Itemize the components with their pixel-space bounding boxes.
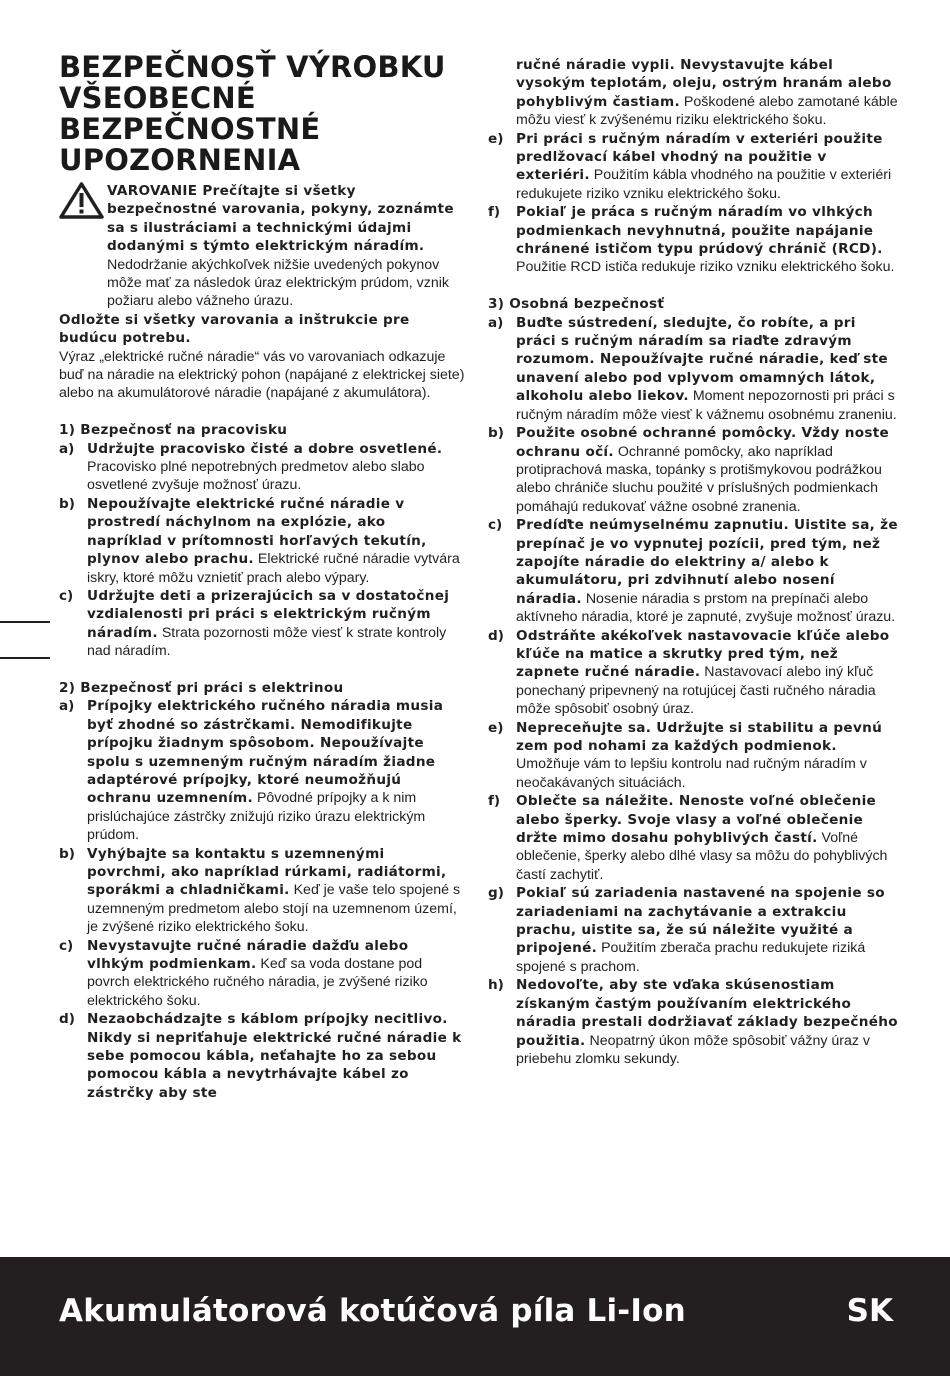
keep-instructions (59, 311, 465, 348)
warning-text: Nedodržanie akýchkoľvek nižšie uvedených pokynov môže mať za následok úraz elektrickým prúdom, vznik požiaru alebo vážneho úrazu. (107, 256, 450, 310)
list-item (488, 424, 898, 516)
item-label: d) (59, 1011, 75, 1028)
section-items (59, 440, 465, 661)
item-label: a) (488, 314, 504, 331)
item-bold: ručné náradie vypli. Nevystavujte kábel vysokým teplotám, oleju, ostrým hranám alebo pohyblivým častiam. (516, 57, 892, 110)
item-bold: Pokiaľ sú zariadenia nastavené na spojenie so zariadeniami na zachytávanie a extrakciu prachu, uistite sa, že sú náležite využité a pripojené. (516, 885, 885, 957)
item-text: Použitím zberača prachu redukujete riziká spojené s prachom. (516, 940, 866, 975)
list-item (488, 203, 898, 277)
page-heading (59, 52, 465, 176)
list-item (488, 627, 898, 719)
left-column (59, 52, 465, 1102)
list-item (488, 884, 898, 976)
item-label: b) (59, 845, 75, 862)
item-text: Použitím kábla vhodného na použitie v exteriéri redukujete riziko vzniku elektrického šoku. (516, 167, 892, 202)
item-label: f) (488, 793, 501, 810)
item-text: Neopatrný úkon môže spôsobiť vážny úraz v priebehu zlomku sekundy. (516, 1032, 871, 1067)
list-item (59, 845, 465, 937)
list-item (488, 314, 898, 424)
definition-paragraph: Výraz „elektrické ručné náradie“ vás vo varovaniach odkazuje buď na náradie na elektrický pohon (napájané z elektrickej siete) alebo na akumulátorové náradie (napájané z akumulátora). (59, 348, 465, 402)
heading-line: UPOZORNENIA (59, 143, 301, 177)
right-column (488, 56, 898, 1068)
language-code: SK (846, 1293, 893, 1329)
item-label: e) (488, 130, 504, 147)
warning-block (59, 182, 465, 311)
item-label: d) (488, 627, 504, 644)
item-label: a) (59, 440, 75, 457)
list-item (59, 495, 465, 587)
item-bold: Použite osobné ochranné pomôcky. Vždy noste ochranu očí. (516, 425, 890, 460)
list-item (488, 792, 898, 884)
item-label: e) (488, 719, 504, 736)
item-text: Pracovisko plné nepotrebných predmetov alebo slabo osvetlené zvyšuje možnosť úrazu. (87, 459, 425, 494)
item-bold: Nevystavujte ručné náradie dažďu alebo vlhkým podmienkam. (87, 937, 409, 973)
warning-bold: VAROVANIE Prečítajte si všetky bezpečnostné varovania, pokyny, zoznámte sa s ilustráciami a technickými údajmi dodanými s týmto elektrickým náradím. (107, 183, 454, 255)
section-title: 2) Bezpečnosť pri práci s elektrinou (59, 679, 344, 696)
section-title: 3) Osobná bezpečnosť (488, 296, 665, 313)
item-label: a) (59, 698, 75, 715)
product-title: Akumulátorová kotúčová píla Li-Ion (59, 1293, 686, 1329)
list-item (59, 1010, 465, 1102)
item-label: b) (488, 425, 504, 442)
item-text: Poškodené alebo zamotané káble môžu viesť k zvýšenému riziku elektrického šoku. (516, 93, 898, 129)
item-bold: Buďte sústredení, sledujte, čo robíte, a pri práci s ručným náradím sa riaďte zdravým rozumom. Nepoužívajte ručné náradie, keď ste unavení alebo pod vplyvom omamných látok, alkoholu alebo liekov. (516, 314, 888, 405)
item-text: Nastavovací alebo iný kľuč ponechaný pripevnený na rotujúcej časti ručného náradia môže spôsobiť osobný úraz. (516, 664, 876, 718)
list-item-continuation (488, 56, 898, 130)
heading-line: BEZPEČNOSTNÉ (59, 112, 321, 146)
item-text: Ochranné pomôcky, ako napríklad protiprachová maska, topánky s protišmykovou podrážkou alebo chrániče sluchu použité v príslušných podmienkach pomáhajú redukovať vážne osobné zranenia. (516, 443, 882, 515)
item-text: Nosenie náradia s prstom na prepínači alebo aktívneho náradia, ktoré je zapnuté, zvyšuje možnosť úrazu. (516, 590, 896, 626)
item-bold: Udržujte pracovisko čisté a dobre osvetlené. (87, 440, 443, 457)
item-bold: Nezaobchádzajte s káblom prípojky necitlivo. Nikdy si nepriťahuje elektrické ručné náradie k sebe pomocou kábla, neťahajte ho za sebou pomocou kábla a nevytrhávajte kábel zo zástrčky aby ste (87, 1011, 462, 1101)
item-label: g) (488, 885, 504, 902)
item-label: c) (59, 937, 74, 954)
warning-triangle-icon (59, 182, 104, 219)
item-bold: Predíďte neúmyselnému zapnutiu. Uistite sa, že prepínač je vo vypnutej pozícii, pred tým, než zapojíte náradie do elektriny a/ alebo k akumulátoru, pri zdvihnutí alebo nosení náradia. (516, 517, 898, 607)
item-text: Použitie RCD ističa redukuje riziko vzniku elektrického šoku. (516, 259, 895, 276)
item-label: b) (59, 495, 75, 512)
item-text: Voľné oblečenie, šperky alebo dlhé vlasy sa môžu do pohyblivých častí zachytiť. (516, 830, 888, 883)
item-label: h) (488, 977, 504, 994)
crop-mark (0, 621, 50, 623)
item-text: Pôvodné prípojky a k nim prislúchajúce zástrčky znižujú riziko úrazu elektrickým prúdom. (87, 790, 426, 844)
crop-mark (0, 657, 50, 659)
item-bold: Pokiaľ je práca s ručným náradím vo vlhkých podmienkach nevyhnutná, použite napájanie chránené ističom typu prúdový chránič (RCD). (516, 204, 883, 258)
heading-line: BEZPEČNOSŤ VÝROBKU (59, 50, 446, 84)
item-bold: Udržujte deti a prizerajúcich sa v dostatočnej vzdialenosti pri práci s elektrickým ručným náradím. (87, 587, 450, 641)
item-text: Strata pozornosti môže viesť k strate kontroly nad náradím. (87, 624, 447, 660)
list-item (488, 516, 898, 626)
item-bold: Nepoužívajte elektrické ručné náradie v prostredí náchylnom na explózie, ako napríklad v prítomnosti horľavých tekutín, plynov alebo prachu. (87, 495, 427, 568)
section-items (488, 130, 898, 277)
list-item (488, 719, 898, 793)
list-item (488, 976, 898, 1068)
item-bold: Prípojky elektrického ručného náradia musia byť zhodné so zástrčkami. Nemodifikujte prípojku žiadnym spôsobom. Nepoužívajte spolu s uzemneným ručným náradím žiadne adaptérové prípojky, ktoré neumožňujú ochranu uzemnením. (87, 698, 444, 807)
item-text: Keď sa voda dostane pod povrch elektrického ručného náradia, je zvýšené riziko elektrického šoku. (87, 956, 428, 1009)
keep-text: Odložte si všetky varovania a inštrukcie pre budúcu potrebu. (59, 311, 410, 347)
item-bold: Nedovoľte, aby ste vďaka skúsenostiam získaným častým používaním elektrického náradia prestali dodržiavať základy bezpečného použitia. (516, 977, 898, 1049)
item-text: Keď je vaše telo spojené s uzemneným predmetom alebo stojí na uzemnenom území, je zvýšené riziko elektrického šoku. (87, 882, 461, 936)
item-label: c) (488, 517, 503, 534)
list-item (488, 130, 898, 204)
section-title: 1) Bezpečnosť na pracovisku (59, 422, 288, 439)
item-text: Moment nepozornosti pri práci s ručným náradím môže viesť k vážnemu osobnému zraneniu. (516, 388, 897, 423)
item-bold: Odstráňte akékoľvek nastavovacie kľúče alebo kľúče na matice a skrutky pred tým, než zapnete ručné náradie. (516, 627, 890, 681)
item-label: f) (488, 204, 501, 221)
list-item (59, 697, 465, 844)
item-bold: Vyhýbajte sa kontaktu s uzemnenými povrchmi, ako napríklad rúrkami, radiátormi, sporákmi a chladničkami. (87, 845, 447, 899)
section-items (59, 697, 465, 1102)
item-text: Elektrické ručné náradie vytvára iskry, ktoré môžu vznietiť prach alebo výpary. (87, 551, 460, 586)
item-text: Umožňuje vám to lepšiu kontrolu nad ručným náradím v neočakávaných situáciách. (516, 756, 867, 791)
item-label: c) (59, 587, 74, 604)
section-items (488, 314, 898, 1069)
footer-bar (0, 1257, 950, 1376)
list-item (59, 937, 465, 1011)
item-bold: Pri práci s ručným náradím v exteriéri použite predlžovací kábel vhodný na použitie v exteriéri. (516, 130, 883, 184)
item-bold: Oblečte sa náležite. Nenoste voľné oblečenie alebo šperky. Svoje vlasy a voľné oblečenie držte mimo dosahu pohyblivých častí. (516, 793, 877, 847)
list-item (59, 440, 465, 495)
heading-line: VŠEOBECNÉ (59, 81, 256, 115)
item-bold: Nepreceňujte sa. Udržujte si stabilitu a pevnú zem pod nohami za každých podmienok. (516, 719, 883, 755)
list-item (59, 587, 465, 661)
